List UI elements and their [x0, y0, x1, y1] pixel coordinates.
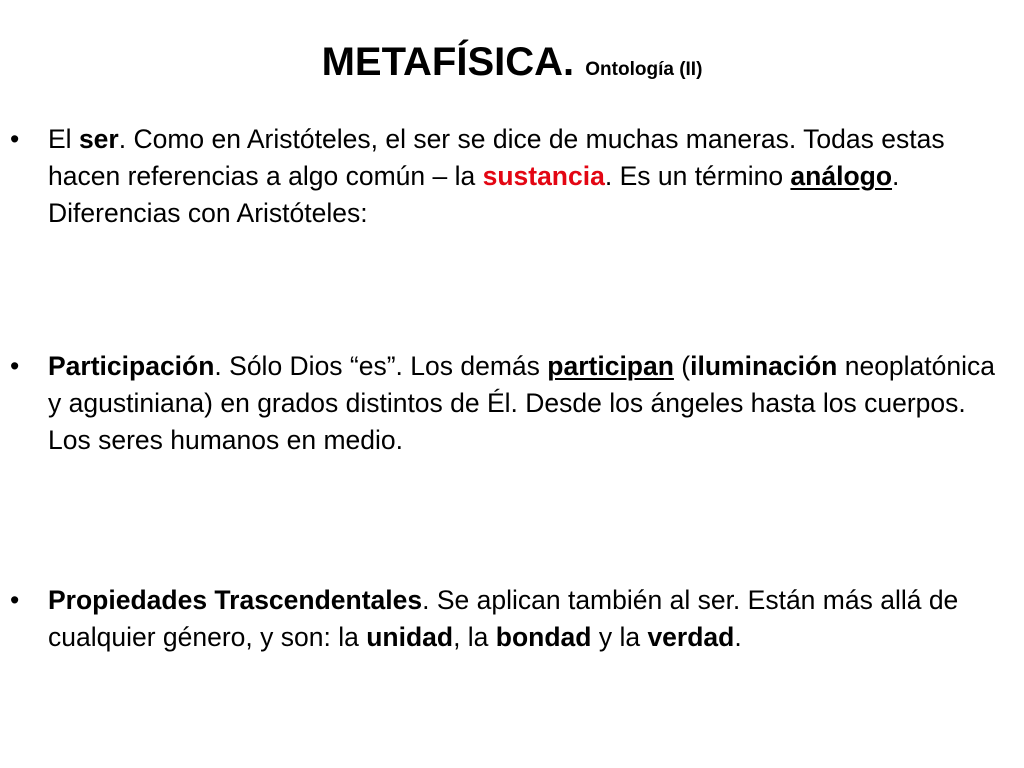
bullet-text: Propiedades Trascendentales. Se aplican también al ser. Están más allá de cualquier género, y son: la unidad, la bondad y la verdad.	[48, 585, 959, 652]
title-main: METAFÍSICA.	[321, 40, 586, 84]
term-participacion: Participación	[48, 351, 215, 381]
term-iluminacion: iluminación	[690, 351, 838, 381]
bullet-text: El ser. Como en Aristóteles, el ser se dice de muchas maneras. Todas estas hacen referencias a algo común – la sustancia. Es un término análogo. Diferencias con Aristóteles:	[48, 124, 945, 228]
bullet-item-participacion	[10, 348, 1000, 459]
bullet-item-ser	[10, 121, 1000, 232]
term-sustancia: sustancia	[482, 161, 605, 191]
bullet-marker: •	[10, 585, 20, 615]
bullet-marker: •	[10, 124, 20, 154]
title-subtitle: Ontología (II)	[585, 59, 703, 80]
bullet-item-propiedades	[10, 582, 1000, 656]
term-unidad: unidad	[366, 622, 454, 652]
bullet-marker: •	[10, 351, 20, 381]
term-propiedades-trascendentales: Propiedades Trascendentales	[48, 585, 423, 615]
slide-title	[0, 40, 1024, 85]
term-bondad: bondad	[495, 622, 592, 652]
bullet-text: Participación. Sólo Dios “es”. Los demás participan (iluminación neoplatónica y agustiniana) en grados distintos de Él. Desde los ángeles hasta los cuerpos. Los seres humanos en medio.	[48, 351, 996, 455]
term-verdad: verdad	[647, 622, 735, 652]
term-analogo: análogo	[790, 161, 893, 191]
term-ser: ser	[78, 124, 119, 154]
term-participan: participan	[547, 351, 674, 381]
